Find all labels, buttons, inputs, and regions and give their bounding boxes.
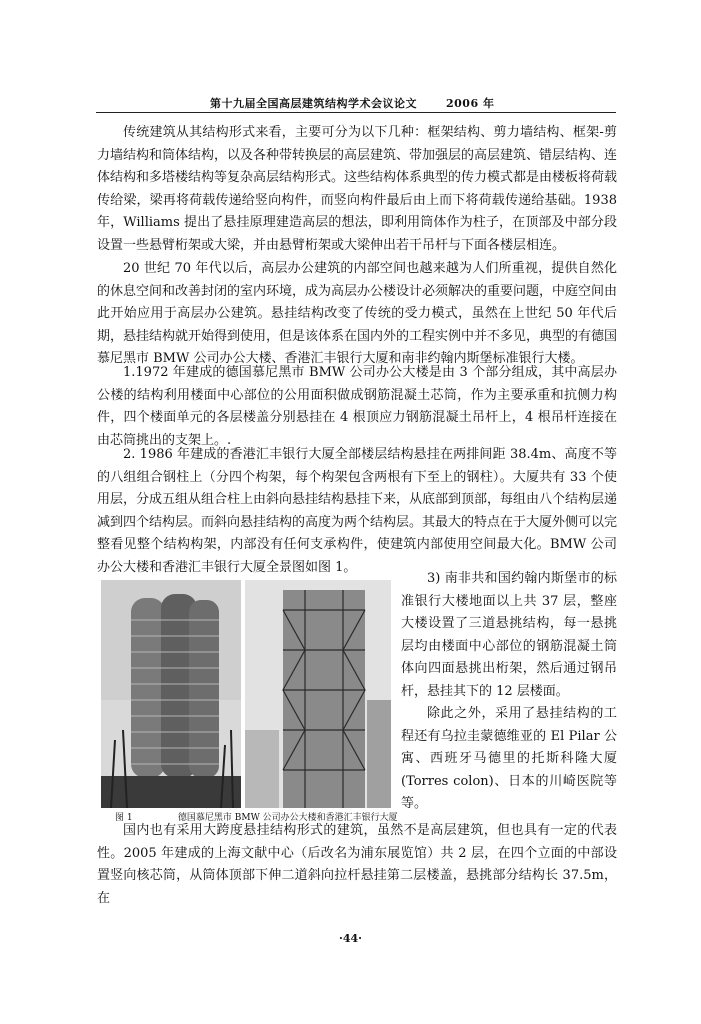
- paragraph-5a: 3) 南非共和国约翰内斯堡市的标准银行大楼地面以上共 37 层，整座大楼设置了三道悬挑结构，每一悬挑层均由楼面中心部位的钢筋混凝土筒体向四面悬挑出桁架，然后通过钢吊杆，悬挂其下的 12 层楼面。: [401, 571, 617, 699]
- paragraph-5b: 除此之外，采用了悬挂结构的工程还有乌拉圭蒙德维亚的 El Pilar 公寓、西班牙马德里的托斯科隆大厦(Torres colon)、日本的川崎医院等等。: [401, 706, 617, 811]
- paragraph-4: 2. 1986 年建成的香港汇丰银行大厦全部楼层结构悬挂在两排间距 38.4m、高度不等的八组组合钢柱上（分四个构架，每个构架包含两根有下至上的钢柱）。大厦共有 33 个使用层，分成五组从组合柱上由斜向悬挂结构悬挂下来，从底部到顶部，每组由八个结构层递减到四个结构层。而斜向悬挂结构的高度为两个结构层。其最大的特点在于大厦外侧可以完整看见整个结构构架，内部没有任何支承构件，使建筑内部使用空间最大化。BMW 公司办公大楼和香港汇丰银行大厦全景图如图 1。: [97, 447, 618, 575]
- figure-caption-text: 德国慕尼黑市 BMW 公司办公大楼和香港汇丰银行大厦: [177, 813, 398, 823]
- paragraph-3: 1.1972 年建成的德国慕尼黑市 BMW 公司办公大楼是由 3 个部分组成，其中高层办公楼的结构利用楼面中心部位的公用面积做成钢筋混凝土芯筒，作为主要承重和抗侧力构件，四个楼面单元的各层楼盖分别悬挂在 4 根顶应力钢筋混凝土吊杆上，4 根吊杆连接在由芯筒挑出的支架上。.: [97, 365, 617, 448]
- figure-1: [101, 580, 391, 808]
- paragraph-2: 20 世纪 70 年代以后，高层办公建筑的内部空间也越来越为人们所重视，提供自然化的休息空间和改善封闭的室内环境，成为高层办公楼设计必须解决的重要问题，中庭空间由此开始应用于高层办公建筑。悬挂结构改变了传统的受力模式，虽然在上世纪 50 年代后期，悬挂结构就开始得到使用，但是该体系在国内外的工程实例中并不多见，典型的有德国慕尼黑市 BMW 公司办公大楼、香港汇丰银行大厦和南非约翰内斯堡标准银行大楼。: [97, 261, 618, 366]
- hsbc-building-photo: [245, 580, 391, 808]
- right-column-text: [401, 568, 617, 816]
- page-number: ·44·: [339, 932, 362, 945]
- header-title: 第十九届全国高层建筑结构学术会议论文: [210, 97, 417, 110]
- paragraph-6: 国内也有采用大跨度悬挂结构形式的建筑，虽然不是高层建筑，但也具有一定的代表性。2005 年建成的上海文献中心（后改名为浦东展览馆）共 2 层，在四个立面的中部设置竖向核芯筒，从筒体顶部下伸二道斜向拉杆悬挂第二层楼盖，悬挑部分结构长 37.5m，在: [97, 823, 617, 906]
- bmw-building-photo: [101, 580, 241, 808]
- paragraph-1: 传统建筑从其结构形式来看，主要可分为以下几种：框架结构、剪力墙结构、框架-剪力墙结构和筒体结构，以及各种带转换层的高层建筑、带加强层的高层建筑、错层结构、连体结构和多塔楼结构等复杂高层结构形式。这些结构体系典型的传力模式都是由楼板将荷载传给梁，梁再将荷载传递给竖向构件，而竖向构件最后由上而下将荷载传递给基础。1938 年，Williams 提出了悬挂原理建造高层的想法，即利用筒体作为柱子，在顶部及中部分段设置一些悬臂桁架或大梁，并由悬臂桁架或大梁伸出若干吊杆与下面各楼层相连。: [97, 125, 618, 253]
- figure-number: 图 1: [115, 813, 133, 823]
- header-rule: [96, 112, 616, 113]
- header-year: 2006 年: [446, 97, 495, 110]
